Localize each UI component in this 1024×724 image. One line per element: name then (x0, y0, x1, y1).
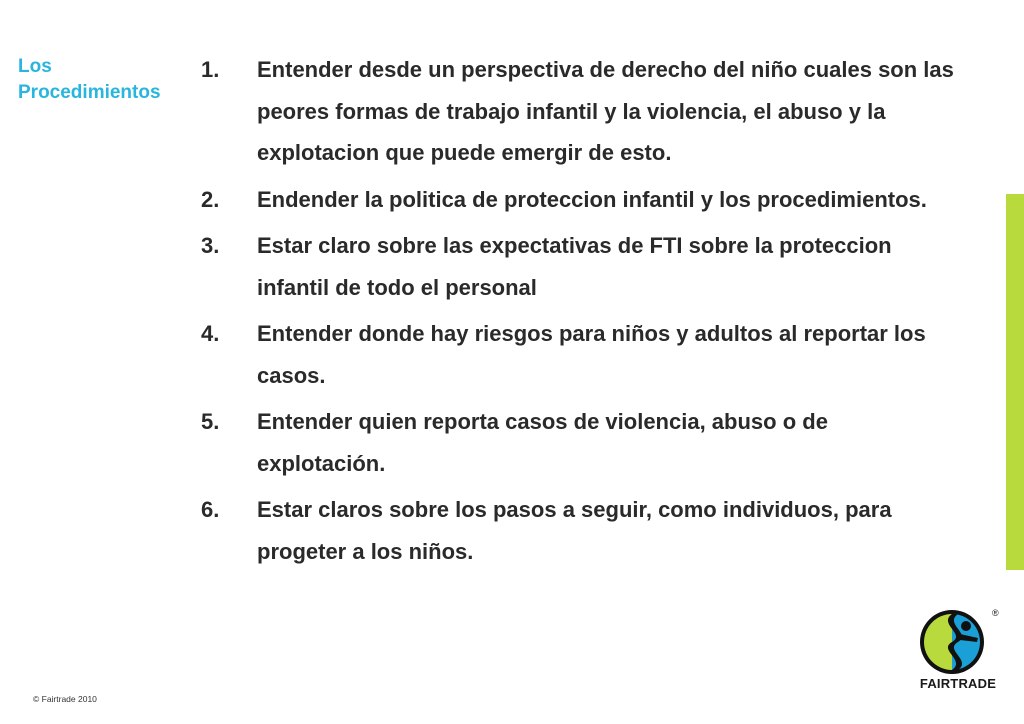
item-text: Entender donde hay riesgos para niños y adultos al reportar los casos. (257, 321, 926, 388)
item-number: 6. (201, 497, 220, 522)
procedure-list (201, 49, 961, 577)
item-number: 4. (201, 321, 220, 346)
item-number: 2. (201, 186, 220, 212)
item-number: 5. (201, 409, 220, 434)
copyright-footer: © Fairtrade 2010 (33, 694, 97, 704)
item-number: 3. (201, 233, 220, 258)
item-text: Estar claros sobre los pasos a seguir, como individuos, para progeter a los niños. (257, 497, 892, 564)
list-item (201, 179, 961, 221)
fairtrade-wordmark: FAIRTRADE (919, 676, 997, 691)
fairtrade-mark-icon (908, 604, 1008, 676)
item-text: Endender la politica de proteccion infantil y los procedimientos. (257, 186, 927, 212)
section-title-line-1: Los (18, 56, 52, 77)
list-item (201, 401, 961, 484)
item-text: Entender quien reporta casos de violencia, abuso o de explotación. (257, 409, 828, 476)
item-number: 1. (201, 57, 220, 82)
item-text: Estar claro sobre las expectativas de FTI sobre la proteccion infantil de todo el personal (257, 233, 892, 300)
fairtrade-logo (908, 604, 1008, 694)
list-item (201, 313, 961, 396)
accent-bar (1006, 194, 1024, 570)
section-title-line-2: Procedimientos (18, 82, 161, 103)
registered-mark: ® (992, 608, 999, 618)
list-item (201, 489, 961, 572)
section-title (18, 54, 161, 106)
list-item (201, 225, 961, 308)
list-item (201, 49, 961, 174)
item-text: Entender desde un perspectiva de derecho del niño cuales son las peores formas de trabajo infantil y la violencia, el abuso y la explotacion que puede emergir de esto. (257, 57, 954, 165)
